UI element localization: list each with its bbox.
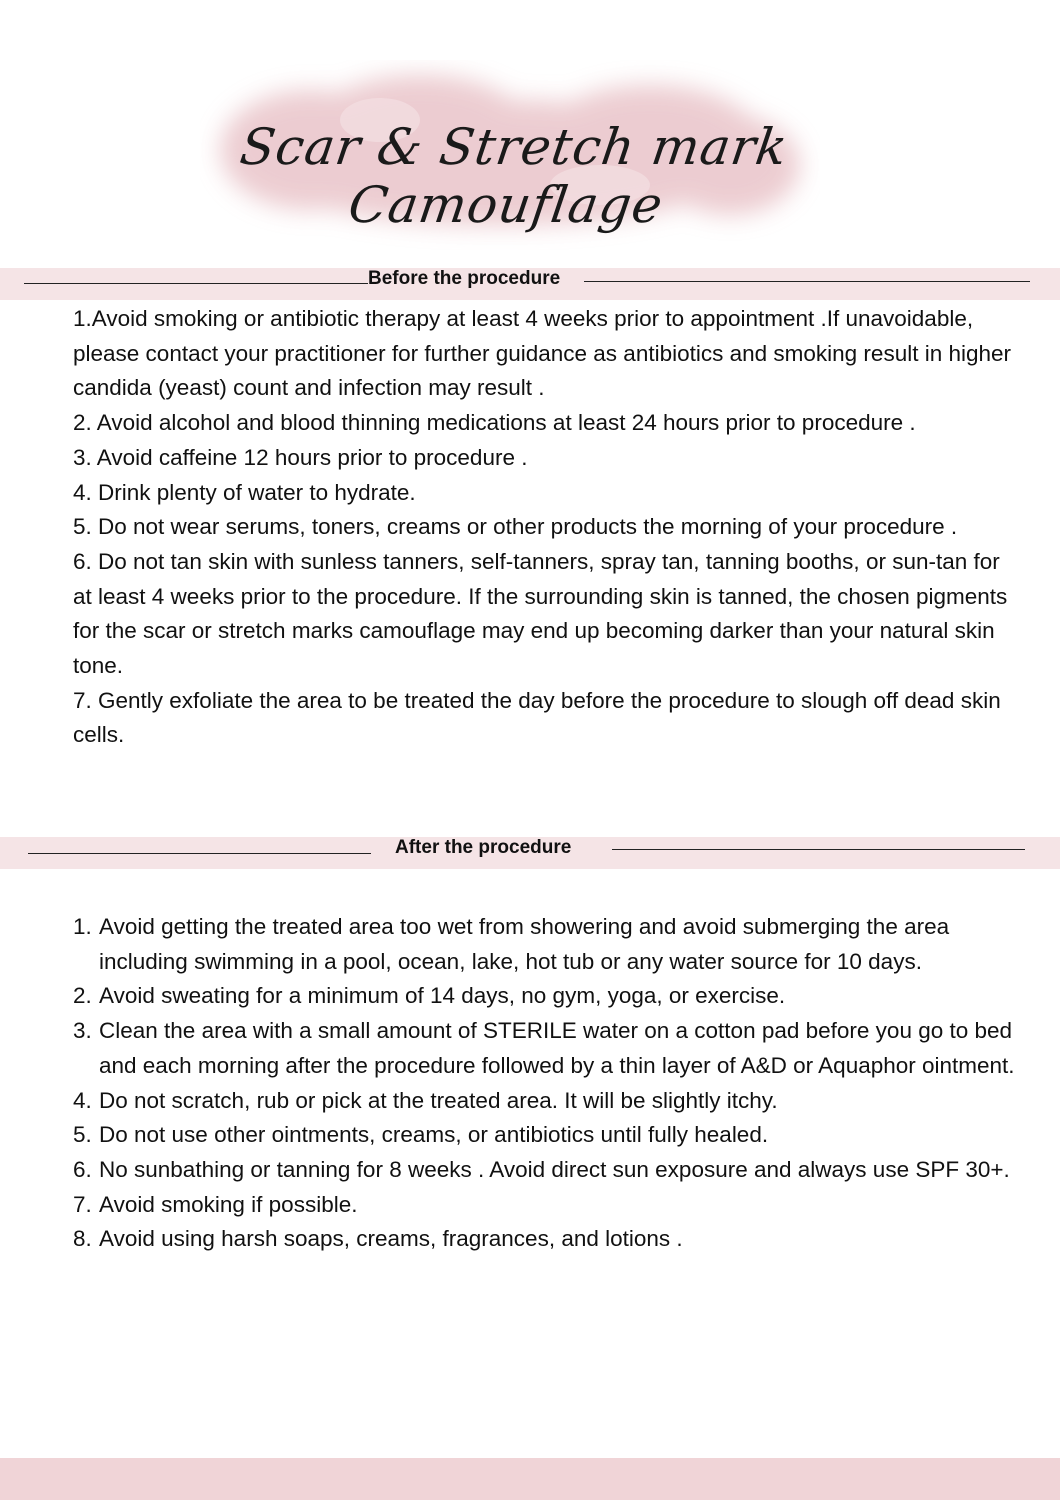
after-list [73,910,1023,1257]
before-heading-band [0,268,1060,300]
before-item: 1.Avoid smoking or antibiotic therapy at least 4 weeks prior to appointment .If unavoidable, please contact your practitioner for further guidance as antibiotics and smoking result in higher candida (yeast) count and infection may result . [73,306,1012,401]
after-item-number: 6. [73,1156,92,1182]
before-item: 5. Do not wear serums, toners, creams or other products the morning of your procedure . [73,514,958,540]
after-item-number: 8. [73,1226,92,1252]
after-item-number: 1. [73,914,92,939]
before-item: 7. Gently exfoliate the area to be treated the day before the procedure to slough off dead skin cells. [73,687,1001,748]
before-item: 2. Avoid alcohol and blood thinning medications at least 24 hours prior to procedure . [73,410,916,436]
after-item [73,1188,1023,1223]
after-item [73,910,1023,979]
after-heading-band [0,837,1060,869]
before-item: 4. Drink plenty of water to hydrate. [73,479,416,505]
after-item-text: Do not use other ointments, creams, or antibiotics until fully healed. [99,1122,769,1148]
after-item-text: Clean the area with a small amount of STERILE water on a cotton pad before you go to bed and each morning after the procedure followed by a thin layer of A&D or Aquaphor ointment. [99,1018,1015,1078]
title-banner [200,60,820,250]
after-item-number: 7. [73,1191,92,1217]
before-list [73,302,1023,753]
heading-rule-right [612,849,1025,850]
after-item [73,1153,1023,1188]
page-title: Scar & Stretch mark Camouflage [236,118,792,234]
after-item [73,1014,1023,1083]
after-item-number: 4. [73,1087,92,1113]
after-item [73,1118,1023,1153]
after-item [73,979,1023,1014]
before-heading: Before the procedure [368,268,561,289]
heading-rule-left [28,853,371,854]
after-item-text: Avoid getting the treated area too wet from showering and avoid submerging the area including swimming in a pool, ocean, lake, hot tub or any water source for 10 days. [99,914,950,974]
after-item-text: Avoid sweating for a minimum of 14 days, no gym, yoga, or exercise. [99,983,786,1009]
footer-band [0,1458,1060,1500]
after-item-number: 3. [73,1018,92,1044]
after-item [73,1222,1023,1257]
after-item-text: Avoid smoking if possible. [99,1191,358,1217]
heading-rule-left [24,283,368,284]
before-item: 3. Avoid caffeine 12 hours prior to procedure . [73,444,528,470]
after-heading: After the procedure [395,837,572,858]
heading-rule-right [584,281,1030,282]
after-item-number: 5. [73,1122,92,1148]
after-item-text: No sunbathing or tanning for 8 weeks . Avoid direct sun exposure and always use SPF 30+. [99,1156,1010,1182]
after-item-text: Do not scratch, rub or pick at the treated area. It will be slightly itchy. [99,1087,778,1113]
after-item-number: 2. [73,983,92,1009]
after-item-text: Avoid using harsh soaps, creams, fragrances, and lotions . [99,1226,683,1252]
after-item [73,1084,1023,1119]
before-item: 6. Do not tan skin with sunless tanners, self-tanners, spray tan, tanning booths, or sun-tan for at least 4 weeks prior to the procedure. If the surrounding skin is tanned, the chosen pigments for the scar or stretch marks camouflage may end up becoming darker than your natural skin tone. [73,548,1008,679]
